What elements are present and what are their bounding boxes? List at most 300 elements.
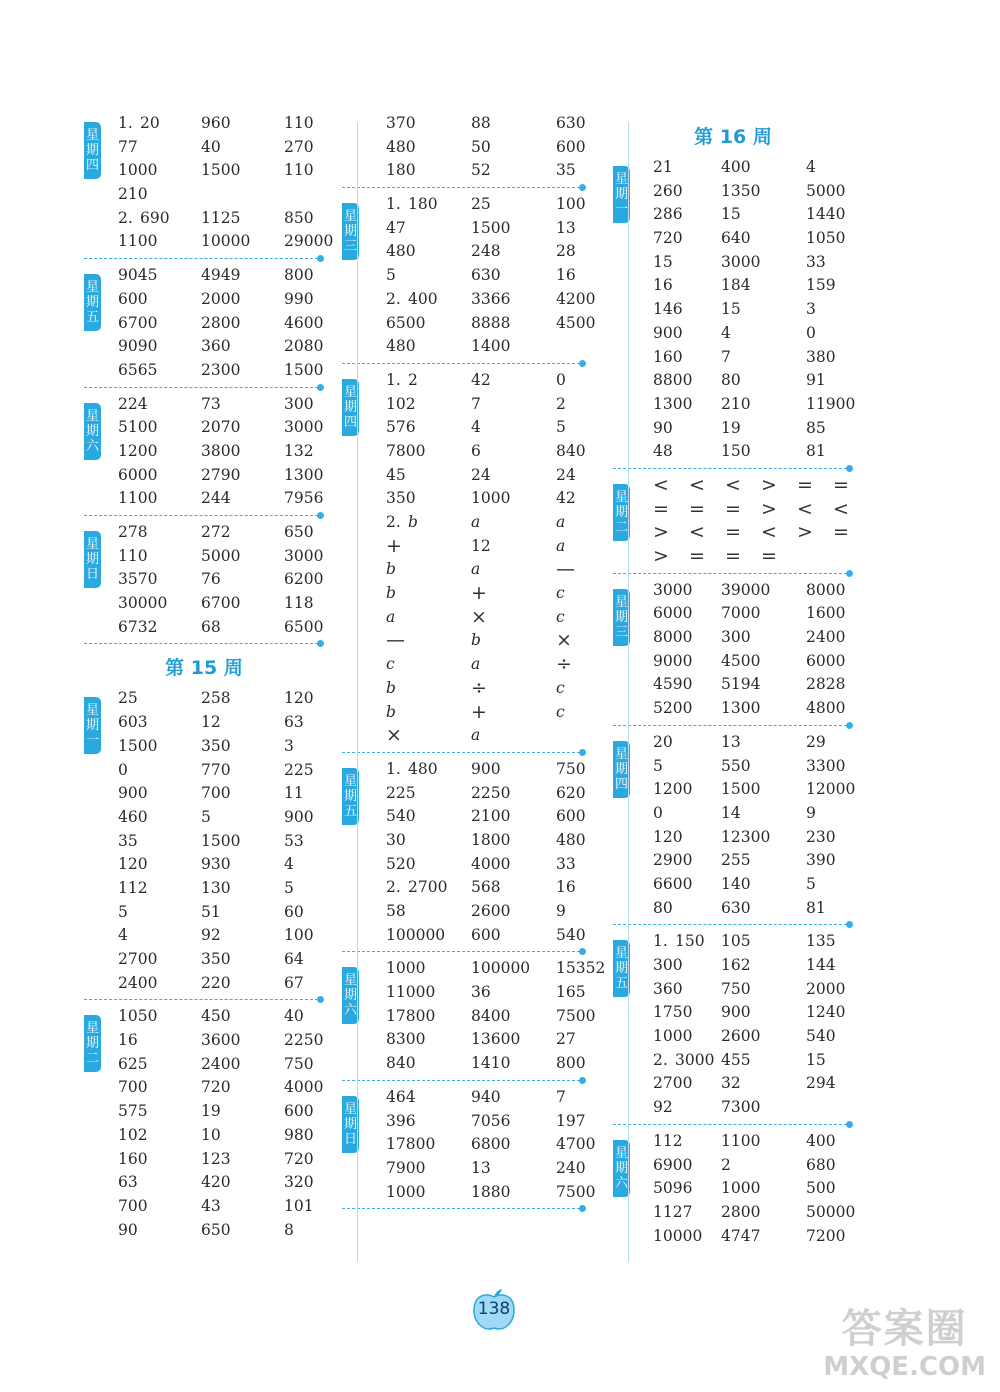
answer-value: c [556, 702, 565, 721]
answer-value: 230 [806, 827, 836, 846]
answer-value: 840 [556, 441, 586, 460]
question-number: 2. [386, 289, 401, 308]
answer-value: 1000 [471, 489, 511, 508]
answer-value: × [386, 724, 402, 747]
answer-value: 6700 [201, 594, 241, 613]
answer-value: 460 [118, 807, 148, 826]
answer-row [613, 298, 853, 322]
answer-value: 900 [284, 807, 314, 826]
answer-row [613, 440, 853, 464]
answer-value: 750 [284, 1054, 314, 1073]
section-divider [342, 748, 586, 758]
answer-value: 2600 [471, 902, 511, 920]
question-number: 1. [118, 114, 133, 132]
answer-value: 480 [386, 242, 416, 261]
answer-row [613, 873, 853, 897]
answer-value: 1600 [806, 604, 846, 623]
answer-value: 5100 [118, 418, 158, 437]
day-section [613, 1130, 856, 1248]
answer-value: 20 [653, 732, 673, 751]
answer-row [613, 778, 856, 802]
answer-value: 4600 [284, 313, 324, 332]
compare-symbol: > [653, 521, 669, 544]
answer-value: 2000 [201, 289, 241, 308]
answer-value: 5000 [806, 181, 846, 200]
day-tag: 星 期 日 [84, 531, 101, 588]
answer-value: a [556, 513, 566, 531]
answer-value: 630 [721, 898, 751, 917]
answer-value: 4 [118, 926, 128, 945]
answer-value: 120 [118, 855, 148, 874]
answer-value: 6 [471, 441, 481, 460]
answer-value: 350 [201, 950, 231, 968]
day-tag: 星 期 四 [613, 741, 630, 798]
answer-value: 600 [118, 289, 148, 308]
day-tag: 星 期 三 [613, 589, 630, 646]
answer-value: 132 [284, 441, 314, 460]
answer-row [613, 1096, 853, 1120]
answer-row [84, 1195, 324, 1219]
answer-value: 12 [471, 536, 491, 555]
answer-value: 1000 [721, 1179, 761, 1198]
answer-value: 4500 [556, 313, 596, 332]
answer-value: 8000 [653, 628, 693, 647]
answer-row [613, 156, 853, 180]
answer-value: 33 [556, 854, 576, 873]
day-tag: 星 期 四 [342, 379, 359, 436]
answer-row [84, 1148, 324, 1172]
answer-row [342, 582, 586, 606]
answer-row [84, 230, 334, 254]
answer-value: 60 [284, 902, 304, 921]
answer-value: 960 [201, 114, 231, 132]
answer-value: 92 [653, 1098, 673, 1117]
answer-value: 5000 [201, 546, 241, 565]
answer-value: 24 [556, 465, 576, 484]
answer-value: a [386, 607, 396, 626]
answer-value: 260 [653, 181, 683, 200]
answer-value: 13 [471, 1158, 491, 1177]
day-section [613, 156, 856, 464]
answer-value: 100000 [386, 925, 446, 944]
answer-value: 4000 [284, 1078, 324, 1097]
answer-value: 2 [408, 370, 418, 389]
answer-value: 27 [556, 1030, 576, 1049]
answer-row [342, 1157, 586, 1181]
answer-value: 720 [201, 1078, 231, 1097]
answer-row [84, 1171, 324, 1195]
answer-value: 11000 [386, 983, 436, 1002]
answer-row [342, 416, 586, 440]
answer-value: 102 [386, 394, 416, 413]
compare-symbol: > [797, 521, 813, 544]
day-tag: 星 期 四 [84, 122, 101, 179]
answer-row [342, 335, 586, 359]
compare-row [613, 474, 853, 498]
answer-value: 7000 [721, 604, 761, 623]
answer-row [84, 545, 324, 569]
compare-symbol: < [653, 473, 669, 496]
answer-value: 88 [471, 114, 491, 132]
compare-symbol: = [725, 497, 741, 520]
answer-value: 400 [806, 1131, 836, 1150]
answer-value: b [386, 584, 396, 603]
answer-value: 100000 [471, 959, 531, 978]
answer-row [84, 440, 324, 464]
answer-value: 1500 [201, 831, 241, 850]
answer-value: 464 [386, 1087, 416, 1106]
answer-value: 51 [201, 902, 221, 921]
answer-row [342, 677, 586, 701]
answer-value: 130 [201, 878, 231, 897]
answer-row [84, 487, 324, 511]
answer-row [613, 602, 853, 626]
answer-value: 360 [201, 337, 231, 356]
answer-row [84, 877, 324, 901]
answer-value: 2 [556, 394, 566, 413]
answer-value: 360 [653, 979, 683, 998]
answer-value: — [386, 629, 405, 652]
answer-value: 2300 [201, 360, 241, 379]
answer-value: 4000 [471, 854, 511, 873]
answer-value: 258 [201, 689, 231, 708]
answer-value: 4 [721, 323, 731, 342]
section-divider [342, 1076, 586, 1086]
answer-row [613, 954, 853, 978]
answer-value: 9 [556, 902, 566, 920]
answer-value: 35 [556, 161, 576, 180]
answer-value: 140 [721, 874, 751, 893]
answer-value: b [386, 678, 396, 697]
answer-value: 1400 [471, 337, 511, 356]
answer-value: 248 [471, 242, 501, 261]
answer-value: 8400 [471, 1006, 511, 1025]
answer-row [613, 978, 853, 1002]
answer-value: 0 [653, 803, 663, 822]
answer-value: 15 [721, 300, 741, 319]
day-section [342, 957, 606, 1075]
compare-row [613, 521, 853, 545]
answer-value: 25 [118, 689, 138, 708]
answer-value: 6000 [806, 651, 846, 670]
answer-value: 10000 [653, 1226, 703, 1245]
question-number: 1. [386, 370, 401, 389]
answer-value: 20 [140, 114, 160, 132]
answer-value: 3000 [721, 252, 761, 271]
answer-row [613, 417, 853, 441]
column-3 [613, 118, 856, 1248]
answer-row [342, 159, 586, 183]
answer-value: 840 [386, 1054, 416, 1073]
day-tag: 星 期 三 [342, 203, 359, 260]
answer-row [84, 735, 324, 759]
answer-row [84, 568, 324, 592]
answer-value: a [471, 560, 481, 579]
day-section [84, 393, 324, 511]
answer-value: 8300 [386, 1030, 426, 1049]
answer-value: 16 [556, 878, 576, 897]
answer-value: 160 [118, 1149, 148, 1168]
answer-value: 21 [653, 158, 673, 176]
answer-value: 700 [118, 1196, 148, 1215]
answer-value: 8888 [471, 313, 511, 332]
day-tag: 星 期 五 [613, 940, 630, 997]
day-tag: 星 期 日 [342, 1096, 359, 1153]
answer-row [342, 511, 586, 535]
answer-value: 45 [386, 465, 406, 484]
answer-value: 6565 [118, 360, 158, 379]
answer-row [342, 1133, 596, 1157]
day-section [613, 731, 856, 921]
compare-symbol: = [689, 497, 705, 520]
answer-value: 17800 [386, 1135, 436, 1154]
answer-value: 197 [556, 1111, 586, 1130]
answer-value: 110 [118, 546, 148, 565]
answer-value: 8000 [806, 580, 846, 599]
answer-value: 3 [284, 736, 294, 755]
question-number: 1. [386, 195, 401, 214]
answer-value: 63 [118, 1173, 138, 1192]
answer-value: 6500 [284, 617, 324, 636]
answer-row [84, 830, 324, 854]
answer-value: 750 [556, 759, 586, 778]
answer-value: 1300 [284, 465, 324, 484]
answer-value: 42 [471, 370, 491, 389]
answer-row [84, 901, 324, 925]
answer-value: 900 [471, 759, 501, 778]
day-section [84, 264, 324, 382]
answer-value: 603 [118, 713, 148, 732]
answer-value: 400 [408, 289, 438, 308]
answer-value: 600 [556, 137, 586, 156]
answer-value: 0 [118, 760, 128, 779]
answer-value: 13 [721, 732, 741, 751]
day-section [84, 687, 324, 995]
answer-value: 6600 [653, 874, 693, 893]
answer-value: 1050 [806, 229, 846, 248]
answer-row [613, 1201, 856, 1225]
answer-value: 7956 [284, 489, 324, 508]
answer-value: 1000 [386, 1182, 426, 1201]
compare-symbol: < [833, 497, 849, 520]
answer-value: 52 [471, 161, 491, 180]
answer-value: 3000 [284, 418, 324, 437]
answer-value: a [471, 726, 481, 745]
watermark [823, 1306, 986, 1382]
answer-value: b [386, 702, 396, 721]
answer-value: 720 [653, 229, 683, 248]
answer-row [613, 393, 856, 417]
answer-value: 4747 [721, 1226, 761, 1245]
answer-value: 3 [806, 300, 816, 319]
answer-value: 540 [806, 1027, 836, 1046]
answer-value: 5200 [653, 699, 693, 718]
answer-row [84, 1005, 324, 1029]
answer-row [342, 957, 606, 981]
answer-row [342, 629, 586, 653]
answer-value: 750 [721, 979, 751, 998]
answer-row [342, 1005, 596, 1029]
answer-value: 600 [556, 807, 586, 826]
answer-row [84, 948, 324, 972]
answer-row [613, 697, 853, 721]
answer-value: 4200 [556, 289, 596, 308]
answer-row [613, 731, 853, 755]
question-number: 2. [386, 878, 401, 897]
answer-value: 40 [201, 137, 221, 156]
answer-value: × [556, 629, 572, 652]
compare-symbol: = [689, 545, 705, 567]
day-section [84, 521, 324, 639]
answer-row [613, 673, 853, 697]
answer-value: 700 [118, 1078, 148, 1097]
answer-row [613, 274, 853, 298]
answer-value: 8 [284, 1220, 294, 1239]
answer-value: 5 [806, 874, 816, 893]
answer-value: 123 [201, 1149, 231, 1168]
answer-row [613, 203, 853, 227]
answer-value: 320 [284, 1173, 314, 1192]
answer-value: 380 [806, 347, 836, 366]
answer-row [84, 1219, 324, 1243]
answer-value: 1410 [471, 1054, 511, 1073]
answer-value: 225 [284, 760, 314, 779]
answer-row [342, 853, 586, 877]
answer-row [342, 758, 586, 782]
day-section [84, 1005, 324, 1242]
answer-value: 24 [471, 465, 491, 484]
question-number: 2. [118, 208, 133, 227]
answer-value: 112 [118, 878, 148, 897]
answer-value: 112 [653, 1131, 683, 1150]
answer-row [342, 264, 586, 288]
answer-value: 990 [284, 289, 314, 308]
day-section [342, 193, 596, 359]
answer-value: 480 [386, 337, 416, 356]
answer-row [613, 322, 853, 346]
answer-value: × [471, 605, 487, 628]
section-divider [613, 1120, 853, 1130]
answer-row [613, 930, 853, 954]
answer-value: 29000 [284, 232, 334, 251]
compare-symbol: = [833, 473, 849, 496]
answer-value: 900 [721, 1003, 751, 1022]
answer-row [84, 782, 324, 806]
answer-value: 76 [201, 570, 221, 589]
answer-row [342, 981, 586, 1005]
answer-value: 2400 [201, 1054, 241, 1073]
answer-row [613, 1025, 853, 1049]
answer-value: 680 [806, 1155, 836, 1174]
answer-row [342, 112, 586, 136]
answer-value: 1500 [118, 736, 158, 755]
column-divider [357, 122, 358, 1262]
answer-value: 1127 [653, 1202, 693, 1221]
answer-value: 150 [721, 442, 751, 461]
answer-row [84, 1029, 324, 1053]
day-section [342, 1086, 596, 1204]
answer-row [84, 393, 324, 417]
answer-row [342, 464, 586, 488]
day-section [84, 112, 334, 254]
answer-value: 1200 [653, 780, 693, 799]
answer-value: 1350 [721, 181, 761, 200]
answer-row [84, 924, 324, 948]
answer-row [613, 650, 853, 674]
answer-row [342, 1110, 586, 1134]
answer-value: 2800 [721, 1202, 761, 1221]
answer-value: 278 [118, 523, 148, 541]
answer-value: 224 [118, 394, 148, 413]
answer-row [342, 440, 586, 464]
answer-value: 620 [556, 783, 586, 802]
day-tag: 星 期 五 [84, 274, 101, 331]
section-divider [84, 511, 324, 521]
answer-value: + [386, 534, 402, 557]
answer-value: 640 [721, 229, 751, 248]
compare-symbol: < [689, 473, 705, 496]
answer-value: 6500 [386, 313, 426, 332]
answer-row [84, 853, 324, 877]
answer-value: 150 [675, 932, 705, 951]
answer-row [613, 1177, 853, 1201]
answer-value: 650 [284, 523, 314, 541]
column-divider [628, 122, 629, 1262]
answer-value: 7 [471, 394, 481, 413]
answer-value: 4800 [806, 699, 846, 718]
answer-value: 14 [721, 803, 741, 822]
answer-value: 770 [201, 760, 231, 779]
answer-value: 270 [284, 137, 314, 156]
answer-value: 19 [721, 418, 741, 437]
answer-value: 7900 [386, 1158, 426, 1177]
answer-value: 272 [201, 523, 231, 541]
day-tag: 星 期 六 [613, 1140, 630, 1197]
answer-row [342, 924, 586, 948]
answer-value: 58 [386, 902, 406, 920]
answer-value: 7 [721, 347, 731, 366]
answer-value: 19 [201, 1102, 221, 1121]
answer-value: 16 [556, 266, 576, 285]
answer-value: 1200 [118, 441, 158, 460]
day-section [342, 112, 586, 183]
answer-row [342, 288, 596, 312]
answer-value: 50 [471, 137, 491, 156]
answer-value: 286 [653, 205, 683, 224]
answer-value: 7200 [806, 1226, 846, 1245]
answer-row [613, 1154, 853, 1178]
answer-row [613, 1001, 853, 1025]
answer-value: a [556, 536, 566, 555]
answer-value: 2700 [118, 950, 158, 968]
page-number: 138 [477, 1299, 511, 1319]
watermark-logo-text: 答案圈 [841, 1306, 968, 1352]
answer-row [342, 782, 586, 806]
answer-value: 25 [471, 195, 491, 214]
answer-value: 2250 [471, 783, 511, 802]
column-1 [84, 112, 334, 1242]
answer-value: 2700 [653, 1074, 693, 1093]
answer-row [342, 369, 586, 393]
answer-value: 568 [471, 878, 501, 897]
answer-value: 690 [140, 208, 170, 227]
answer-value: 5 [386, 266, 396, 285]
answer-value: c [386, 655, 395, 674]
answer-value: 3000 [284, 546, 324, 565]
answer-value: 13 [556, 218, 576, 237]
answer-value: 0 [556, 370, 566, 389]
answer-value: 940 [471, 1087, 501, 1106]
